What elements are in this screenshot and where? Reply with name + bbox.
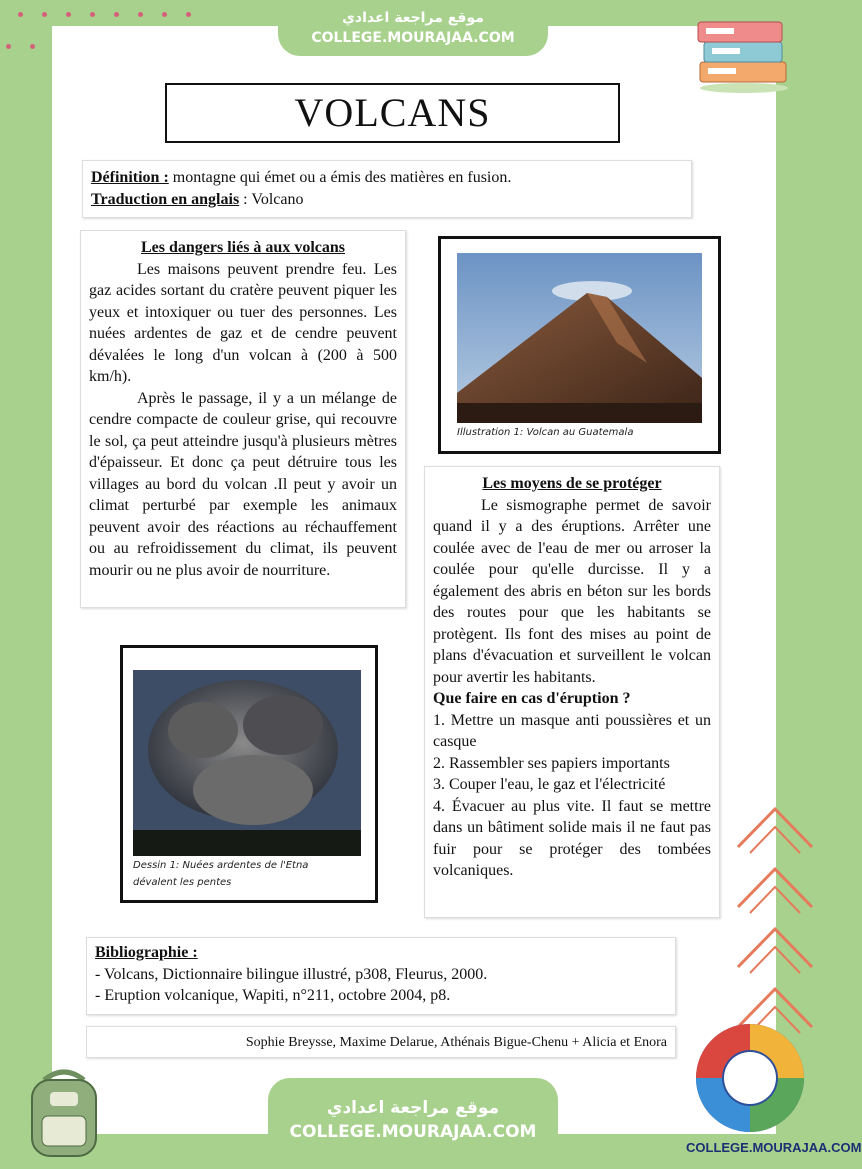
title-box bbox=[165, 83, 620, 143]
dangers-paragraph-2: Après le passage, il y a un mélange de cendre compacte de couleur grise, qui recouvre le sol, ça peut atteindre jusqu'à plusieurs mètres d'épaisseur. Et donc ça peut détruire tous les villages au bord du volcan .Il peut y avoir un climat perturbé par exemple les animaux peuvent avoir des réactions au réchauffement ou au refroidissement du climat, ils peuvent mourir ou ne plus avoir de nourriture. bbox=[89, 389, 397, 579]
step-3: 3. Couper l'eau, le gaz et l'électricité bbox=[433, 776, 666, 793]
drawing-1-caption-line-1: Dessin 1: Nuées ardentes de l'Etna bbox=[133, 860, 309, 871]
step-2: 2. Rassembler ses papiers importants bbox=[433, 754, 670, 772]
site-arabic-name-bottom: موقع مراجعة اعدادي bbox=[326, 1098, 500, 1118]
chevron-up-icon bbox=[730, 855, 820, 915]
etna-ash-cloud-image bbox=[133, 670, 361, 856]
eruption-question: Que faire en cas d'éruption ? bbox=[433, 690, 631, 707]
authors-line: Sophie Breysse, Maxime Delarue, Athénais Bigue-Chenu + Alicia et Enora bbox=[86, 1026, 676, 1058]
translation-text: : Volcano bbox=[239, 190, 304, 208]
bibliography-heading: Bibliographie : bbox=[95, 944, 198, 961]
site-banner-top[interactable] bbox=[278, 0, 548, 56]
dangers-section bbox=[80, 230, 406, 608]
bibliography-entry-2: - Eruption volcanique, Wapiti, n°211, octobre 2004, p8. bbox=[95, 987, 451, 1004]
translation-label: Traduction en anglais bbox=[91, 190, 240, 208]
definition-label: Définition : bbox=[91, 169, 169, 186]
chevron-up-icon bbox=[730, 795, 820, 855]
dangers-paragraph-1: Les maisons peuvent prendre feu. Les gaz acides sortant du cratère peuvent piquer les yeux et intoxiquer ou tuer des personnes. Les nuées ardentes de gaz et de cendre peuvent dévalées le long d'un volcan à (200 à 500 km/h). bbox=[89, 260, 397, 385]
definition-box bbox=[82, 160, 692, 218]
drawing-1-caption-line-2: dévalent les pentes bbox=[133, 877, 232, 888]
volcano-guatemala-image bbox=[457, 253, 702, 423]
step-1: 1. Mettre un masque anti poussières et un casque bbox=[433, 711, 711, 750]
illustration-1-caption: Illustration 1: Volcan au Guatemala bbox=[457, 427, 634, 438]
site-url-bottom[interactable]: COLLEGE.MOURAJAA.COM bbox=[289, 1122, 537, 1142]
site-banner-bottom[interactable] bbox=[268, 1078, 558, 1169]
page-title: VOLCANS bbox=[294, 90, 491, 135]
etna-drawing-frame bbox=[120, 645, 378, 903]
books-stack-icon bbox=[694, 10, 794, 95]
step-4: 4. Évacuer au plus vite. Il faut se mettre dans un bâtiment solide mais il ne faut pas fuir pour se protéger des tombées volcaniques. bbox=[433, 797, 711, 879]
bibliography-section bbox=[86, 937, 676, 1015]
protection-section bbox=[424, 466, 720, 918]
logo-site-url[interactable]: COLLEGE.MOURAJAA.COM bbox=[686, 1140, 862, 1155]
protection-heading: Les moyens de se protéger bbox=[482, 475, 662, 492]
site-url[interactable]: COLLEGE.MOURAJAA.COM bbox=[311, 30, 515, 46]
definition-text: montagne qui émet ou a émis des matières en fusion. bbox=[168, 169, 512, 186]
chevron-up-icon bbox=[730, 915, 820, 975]
school-subjects-wheel-icon bbox=[694, 1022, 806, 1134]
dangers-heading: Les dangers liés à aux volcans bbox=[140, 239, 345, 256]
protection-paragraph: Le sismographe permet de savoir quand il y a des éruptions. Arrêter une coulée avec de l'eau de mer ou arroser la coulée pour qu'elle durcisse. Il y a également des abris en béton sur les bords des routes pour que les habitants se protègent. Ils font des mises au point de plans d'évacuation et surveillent le volcan pour avertir les habitants. bbox=[433, 496, 711, 686]
volcano-photo-frame bbox=[438, 236, 721, 454]
bibliography-entry-1: - Volcans, Dictionnaire bilingue illustré, p308, Fleurus, 2000. bbox=[95, 965, 488, 983]
site-arabic-name: موقع مراجعة اعدادي bbox=[342, 10, 484, 26]
backpack-icon bbox=[14, 1062, 114, 1162]
